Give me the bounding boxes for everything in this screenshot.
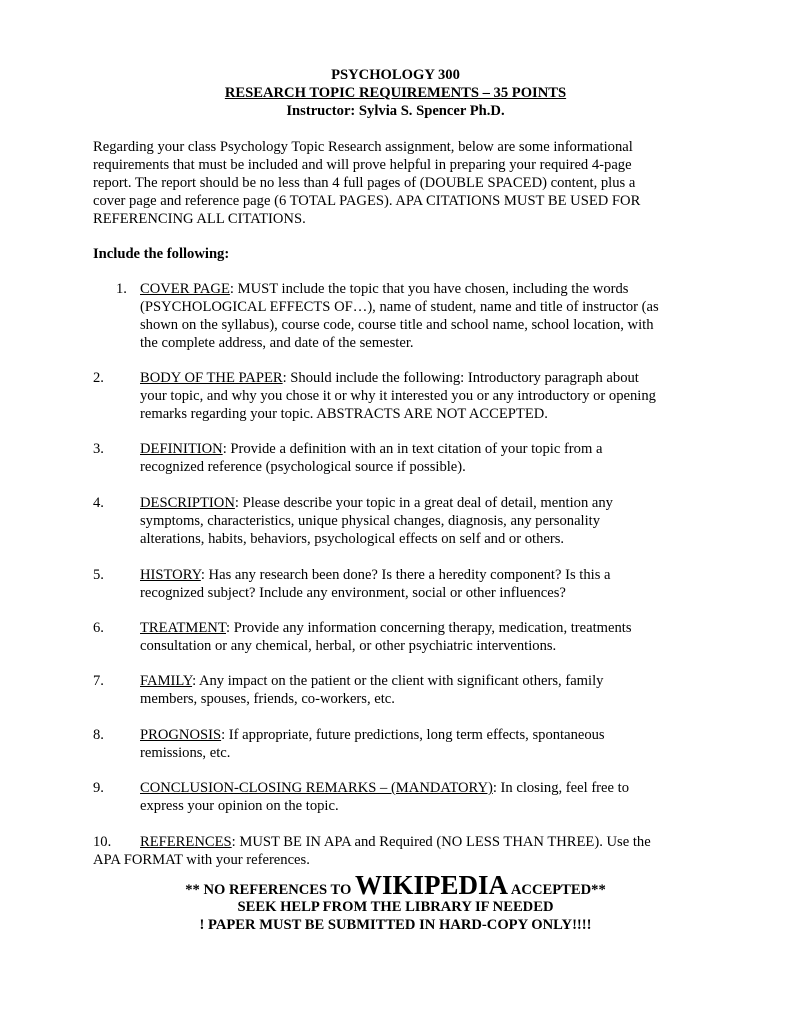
item-first-line <box>140 833 720 851</box>
item-text: : Please describe your topic in a great deal of detail, mention any <box>234 495 613 511</box>
item-line: alterations, habits, behaviors, psychological effects on self and or others. <box>140 531 565 547</box>
item-number: 1. <box>116 281 127 297</box>
item-first-line <box>140 779 720 797</box>
item-first-line <box>140 280 720 298</box>
item-text: : MUST BE IN APA and Required (NO LESS THAN THREE). Use the <box>231 834 651 850</box>
item-label: COVER PAGE <box>140 281 230 297</box>
item-line: recognized reference (psychological source if possible). <box>140 459 466 475</box>
item-text: : Any impact on the patient or the client with significant others, family <box>192 673 604 689</box>
item-label: PROGNOSIS <box>140 727 222 743</box>
item-number: 2. <box>93 370 104 386</box>
item-text: : Should include the following: Introductory paragraph about <box>282 370 639 386</box>
item-line: recognized subject? Include any environment, social or other influences? <box>140 585 566 601</box>
item-number: 3. <box>93 441 104 457</box>
item-label: REFERENCES <box>140 834 232 850</box>
item-number: 6. <box>93 620 104 636</box>
item-number: 9. <box>93 780 104 796</box>
item-line: members, spouses, friends, co-workers, etc. <box>140 691 395 707</box>
item-line: symptoms, characteristics, unique physical changes, diagnosis, any personality <box>140 513 601 529</box>
intro-line: Regarding your class Psychology Topic Research assignment, below are some informational <box>93 139 633 155</box>
item-line: the complete address, and date of the semester. <box>140 335 414 351</box>
item-line: consultation or any chemical, herbal, or other psychiatric interventions. <box>140 638 557 654</box>
item-label: DESCRIPTION <box>140 495 235 511</box>
item-label: BODY OF THE PAPER <box>140 370 283 386</box>
intro-line: report. The report should be no less than 4 full pages of (DOUBLE SPACED) content, plus a <box>93 175 636 191</box>
item-line: (PSYCHOLOGICAL EFFECTS OF…), name of student, name and title of instructor (as <box>140 299 659 315</box>
item-first-line <box>140 369 720 387</box>
item-number: 4. <box>93 495 104 511</box>
item-number: 5. <box>93 567 104 583</box>
hardcopy-notice: ! PAPER MUST BE SUBMITTED IN HARD-COPY ONLY!!!! <box>199 917 592 933</box>
item-number: 10. <box>93 834 112 850</box>
include-heading: Include the following: <box>93 246 230 262</box>
wiki-word: WIKIPEDIA <box>355 870 509 900</box>
item-text: : Provide a definition with an in text citation of your topic from a <box>222 441 603 457</box>
item-text: : If appropriate, future predictions, long term effects, spontaneous <box>221 727 605 743</box>
instructor-line: Instructor: Sylvia S. Spencer Ph.D. <box>286 103 505 119</box>
item-label: CONCLUSION-CLOSING REMARKS – (MANDATORY) <box>140 780 493 796</box>
wikipedia-notice <box>0 872 791 900</box>
library-notice: SEEK HELP FROM THE LIBRARY IF NEEDED <box>237 899 554 915</box>
item-text: : Has any research been done? Is there a heredity component? Is this a <box>200 567 611 583</box>
intro-line: requirements that must be included and will prove helpful in preparing your required 4-page <box>93 157 632 173</box>
intro-line: cover page and reference page (6 TOTAL PAGES). APA CITATIONS MUST BE USED FOR <box>93 193 641 209</box>
item-text: : MUST include the topic that you have chosen, including the words <box>229 281 629 297</box>
item-text: : Provide any information concerning therapy, medication, treatments <box>226 620 632 636</box>
item-line: remarks regarding your topic. ABSTRACTS ARE NOT ACCEPTED. <box>140 406 548 422</box>
item-label: HISTORY <box>140 567 201 583</box>
course-title: PSYCHOLOGY 300 <box>331 67 460 83</box>
item-label: DEFINITION <box>140 441 223 457</box>
assignment-title-text: RESEARCH TOPIC REQUIREMENTS – 35 POINTS <box>224 85 567 101</box>
item-line: APA FORMAT with your references. <box>93 852 310 868</box>
item-label: FAMILY <box>140 673 193 689</box>
item-first-line <box>140 440 720 458</box>
item-first-line <box>140 726 720 744</box>
item-text: : In closing, feel free to <box>492 780 629 796</box>
assignment-title <box>0 84 791 102</box>
item-line: your topic, and why you chose it or why it interested you or any introductory or opening <box>140 388 656 404</box>
wiki-pre: ** NO REFERENCES TO <box>185 882 355 898</box>
intro-line: REFERENCING ALL CITATIONS. <box>93 211 306 227</box>
item-first-line <box>140 672 720 690</box>
item-first-line <box>140 619 720 637</box>
item-line: remissions, etc. <box>140 745 231 761</box>
item-line: shown on the syllabus), course code, course title and school name, school location, with <box>140 317 654 333</box>
item-first-line <box>140 494 720 512</box>
item-first-line <box>140 566 720 584</box>
wiki-post: ACCEPTED** <box>508 882 606 898</box>
item-line: express your opinion on the topic. <box>140 798 339 814</box>
item-label: TREATMENT <box>140 620 227 636</box>
item-number: 8. <box>93 727 104 743</box>
item-number: 7. <box>93 673 104 689</box>
